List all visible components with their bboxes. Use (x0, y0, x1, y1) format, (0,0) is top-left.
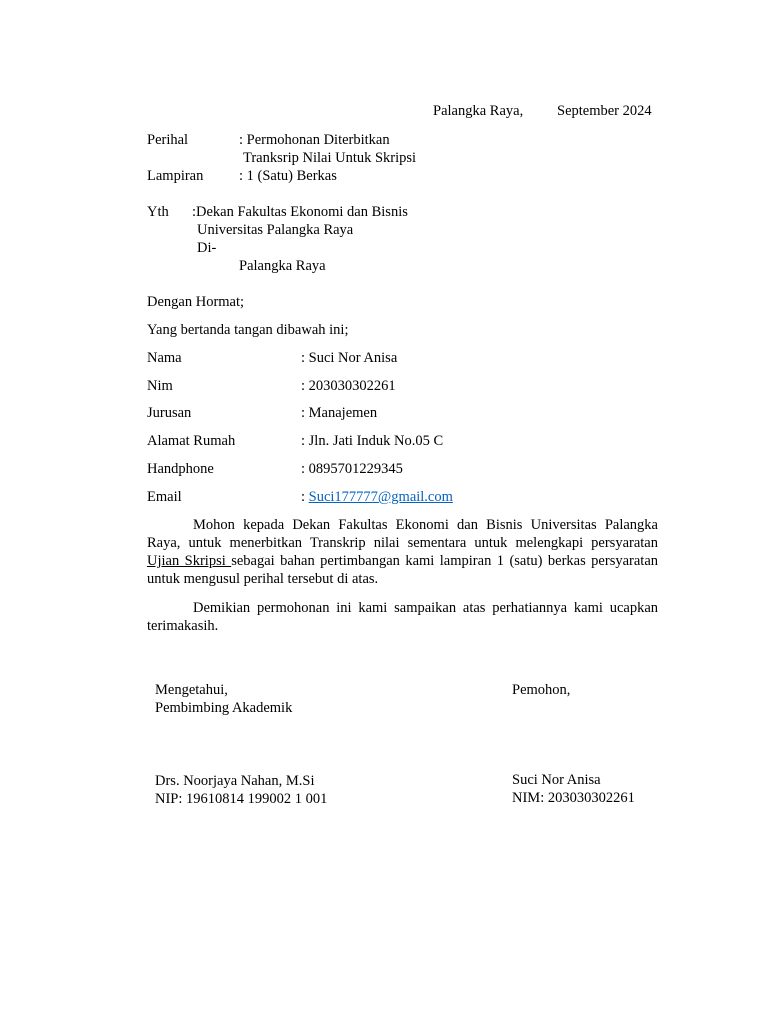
identity-label-jurusan: Jurusan (147, 405, 192, 421)
sign-left-id: NIP: 19610814 199002 1 001 (155, 791, 328, 807)
identity-value-alamat: : Jln. Jati Induk No.05 C (301, 433, 444, 449)
yth-line3: Di- (197, 240, 217, 256)
email-link[interactable]: Suci177777@gmail.com (308, 489, 453, 505)
body-p1-underlined: Ujian Skripsi (147, 553, 232, 569)
yth-line4: Palangka Raya (239, 258, 326, 274)
body-p1-before: Mohon kepada Dekan Fakultas Ekonomi dan Bisnis Universitas Palangka Raya, untuk menerbitkan Transkrip nilai sementara untuk melengkapi persyaratan (147, 517, 658, 551)
identity-value-nama: : Suci Nor Anisa (301, 350, 398, 366)
sign-right-name: Suci Nor Anisa (512, 772, 601, 788)
perihal-label: Perihal (147, 132, 189, 148)
lampiran-value: : 1 (Satu) Berkas (239, 168, 337, 184)
date-month-year: September 2024 (557, 103, 652, 119)
sign-left-line2: Pembimbing Akademik (155, 700, 293, 716)
body-p1-after: sebagai bahan pertimbangan kami lampiran 1 (satu) berkas persyaratan untuk mengusul perihal tersebut di atas. (147, 553, 659, 587)
identity-value-jurusan: : Manajemen (301, 405, 378, 421)
salutation: Dengan Hormat; (147, 294, 245, 310)
perihal-line1: : Permohonan Diterbitkan (239, 132, 390, 148)
body-paragraph-1 (147, 516, 658, 588)
sign-left-line1: Mengetahui, (155, 682, 228, 698)
body-p2: Demikian permohonan ini kami sampaikan atas perhatiannya kami ucapkan terimakasih. (147, 600, 658, 634)
email-prefix: : (301, 489, 309, 505)
yth-line2: Universitas Palangka Raya (197, 222, 354, 238)
sign-right-id: NIM: 203030302261 (512, 790, 635, 806)
yth-label: Yth (147, 204, 169, 220)
identity-label-nim: Nim (147, 378, 173, 394)
sign-right-line1: Pemohon, (512, 682, 571, 698)
identity-value-handphone: : 0895701229345 (301, 461, 403, 477)
identity-label-nama: Nama (147, 350, 182, 366)
identity-label-email: Email (147, 489, 182, 505)
lampiran-label: Lampiran (147, 168, 204, 184)
identity-label-handphone: Handphone (147, 461, 214, 477)
body-paragraph-2 (147, 599, 658, 635)
identity-value-nim: : 203030302261 (301, 378, 396, 394)
intro-text: Yang bertanda tangan dibawah ini; (147, 322, 349, 338)
date-place: Palangka Raya, (433, 103, 524, 119)
yth-line1: :Dekan Fakultas Ekonomi dan Bisnis (192, 204, 408, 220)
identity-label-alamat: Alamat Rumah (147, 433, 236, 449)
perihal-line2: Tranksrip Nilai Untuk Skripsi (243, 150, 417, 166)
sign-left-name: Drs. Noorjaya Nahan, M.Si (155, 773, 315, 789)
identity-value-email (301, 488, 453, 506)
